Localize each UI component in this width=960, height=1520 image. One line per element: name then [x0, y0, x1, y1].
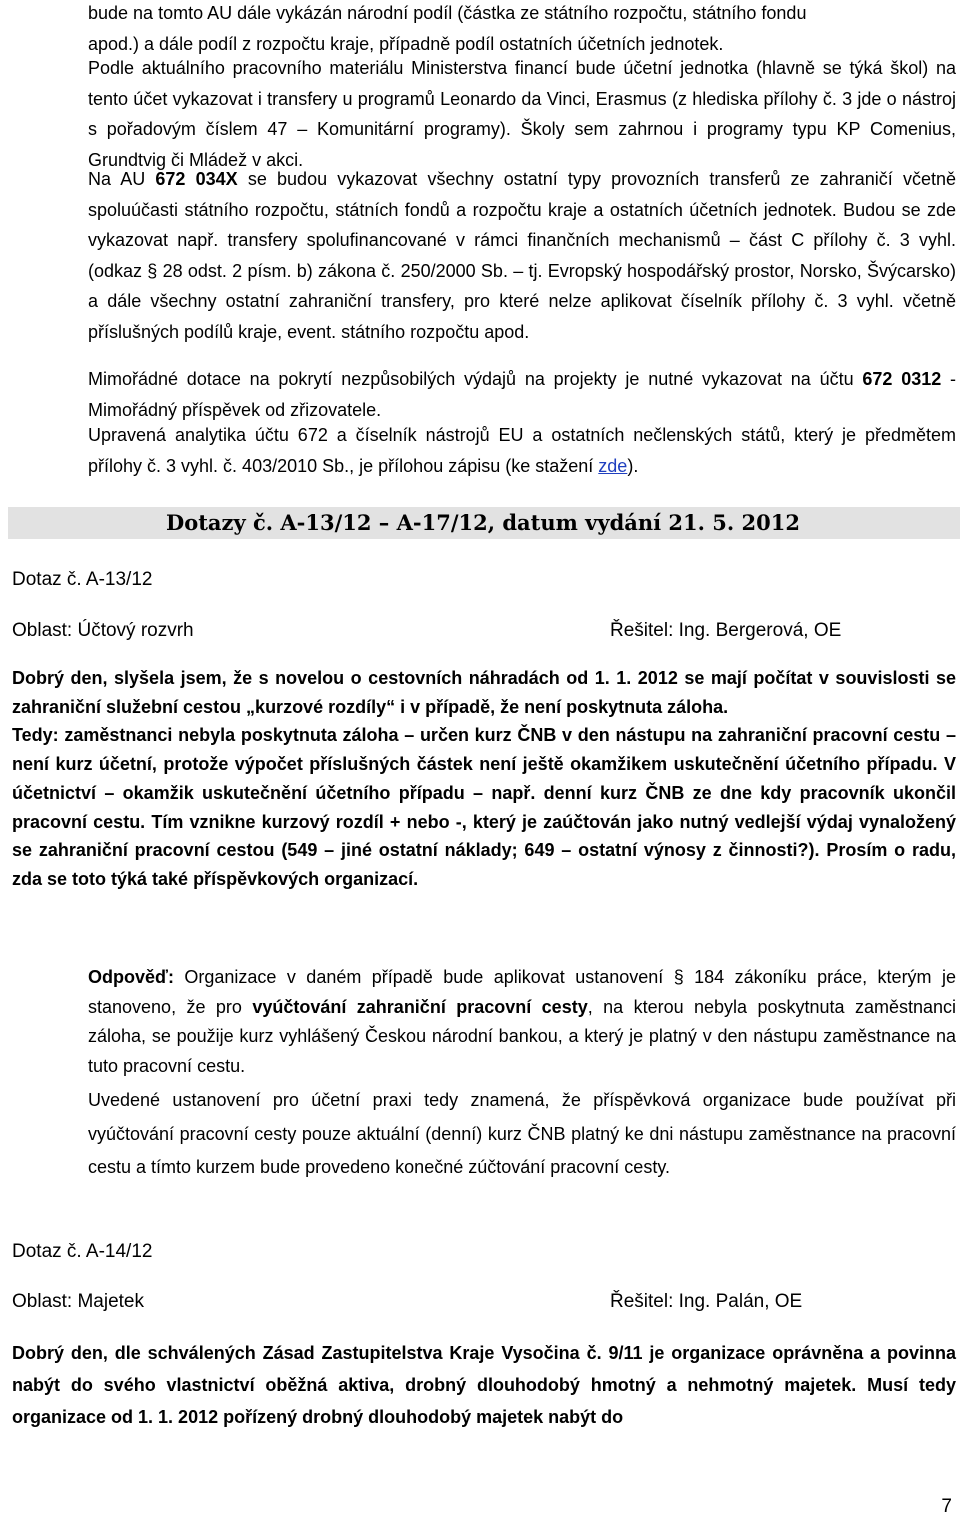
answer-a13-paragraph-2 [88, 1084, 956, 1185]
question-a13-part1: Dobrý den, slyšela jsem, že s novelou o cestovních náhradách od 1. 1. 2012 se mají počítat v souvislosti se zahraniční služební cestou „kurzové rozdíly“ i v případě, že není poskytnuta záloha. [12, 668, 956, 717]
answer-a13-paragraph-1 [88, 963, 956, 1081]
intro-p1-line1: bude na tomto AU dále vykázán národní podíl (částka ze státního rozpočtu, státního fondu [88, 3, 807, 23]
intro-p4-pre: Mimořádné dotace na pokrytí nezpůsobilých výdajů na projekty je nutné vykazovat na účtu [88, 369, 863, 389]
answer-a13-bold: vyúčtování zahraniční pracovní cesty [252, 996, 588, 1017]
intro-paragraph-4 [88, 364, 956, 425]
intro-paragraph-5 [88, 420, 956, 481]
intro-paragraph-1 [88, 0, 956, 59]
answer-a13-text-2: Uvedené ustanovení pro účetní praxi tedy znamená, že příspěvková organizace bude používat při vyúčtování pracovní cesty pouze aktuální (denní) kurz ČNB platný ke dni nástupu zaměstnance na pracovní cestu a tímto kurzem bude provedeno konečné zúčtování pracovní cesty. [88, 1090, 956, 1177]
solver-label-a14: Řešitel: Ing. Palán, OE [610, 1291, 803, 1312]
question-label-a14: Dotaz č. A-14/12 [12, 1241, 153, 1262]
intro-p5-pre: Upravená analytika účtu 672 a číselník nástrojů EU a ostatních nečlenských států, který je předmětem přílohy č. 3 vyhl. č. 403/2010 Sb., je přílohou zápisu (ke stažení [88, 425, 956, 476]
area-label-a14: Oblast: Majetek [12, 1291, 144, 1312]
intro-paragraph-2 [88, 53, 956, 175]
question-a14-text: Dobrý den, dle schválených Zásad Zastupitelstva Kraje Vysočina č. 9/11 je organizace oprávněna a povinna nabýt do svého vlastnictví oběžná aktiva, drobný dlouhodobý hmotný a nehmotný majetek. Musí tedy organizace od 1. 1. 2012 pořízený drobný dlouhodobý majetek nabýt do [12, 1343, 956, 1427]
download-link[interactable]: zde [598, 455, 628, 476]
intro-p4-post: - Mimořádný příspěvek od zřizovatele. [88, 369, 956, 420]
answer-a13-text-a: Organizace v daném případě bude aplikovat ustanovení § 184 zákoníku práce, kterým je stanoveno, že pro [88, 967, 956, 1017]
intro-p2-text: Podle aktuálního pracovního materiálu Ministerstva financí bude účetní jednotka (hlavně se týká škol) na tento účet vykazovat i transfery u programů Leonardo da Vinci, Erasmus (z hlediska přílohy č. 3 jde o nástroj s pořadovým číslem 47 – Komunitární programy). Školy sem zahrnou i programy typu KP Comenius, Grundtvig či Mládež v akci. [88, 58, 956, 170]
answer-label-a13: Odpověď: [88, 967, 174, 987]
intro-p5-post: ). [627, 455, 639, 476]
intro-p3-post: se budou vykazovat všechny ostatní typy provozních transferů ze zahraničí včetně spoluúčasti státního rozpočtu, státních fondů a rozpočtu kraje a ostatních účetních jednotek. Budou se zde vykazovat např. transfery spolufinancované v rámci finančních mechanismů – část C přílohy č. 3 vyhl. (odkaz § 28 odst. 2 písm. b) zákona č. 250/2000 Sb. – tj. Evropský hospodářský prostor, Norsko, Švýcarsko) a dále všechny ostatní zahraniční transfery, pro které nelze aplikovat číselník přílohy č. 3 vyhl. včetně příslušných podílů kraje, event. státního rozpočtu apod. [88, 169, 956, 342]
intro-p1-line2: apod.) a dále podíl z rozpočtu kraje, případně podíl ostatních účetních jednotek. [88, 33, 724, 54]
account-number-6720312: 672 0312 [862, 369, 942, 389]
account-number-672034x: 672 034X [155, 169, 238, 189]
intro-p3-pre: Na AU [88, 169, 156, 189]
question-a13-part2: Tedy: zaměstnanci nebyla poskytnuta záloha – určen kurz ČNB v den nástupu na zahraniční pracovní cestu – není kurz účetní, protože výpočet příslušných částek není ještě okamžikem uskutečnění účetního případu. V účetnictví – okamžik uskutečnění účetního případu – např. denní kurz ČNB ze dne kdy pracovník ukončil pracovní cestu. Tím vznikne kurzový rozdíl + nebo -, který je zaúčtován jako nutný vedlejší výdaj vynaložený se zahraniční pracovní cestou (549 – jiné ostatní náklady; 649 – ostatní výnosy z činnosti?). Prosím o radu, zda se toto týká také příspěvkových organizací. [12, 725, 956, 889]
page-number: 7 [941, 1496, 952, 1517]
question-label-a13: Dotaz č. A-13/12 [12, 569, 153, 590]
intro-paragraph-3 [88, 164, 956, 347]
question-text-a13 [12, 664, 956, 894]
area-label-a13: Oblast: Účtový rozvrh [12, 620, 194, 641]
solver-label-a13: Řešitel: Ing. Bergerová, OE [610, 620, 842, 641]
answer-a13-text-b: , na kterou nebyla poskytnuta zaměstnanci záloha, se použije kurz vyhlášený Českou národní bankou, a který je platný v den nástupu zaměstnance na tuto pracovní cestu. [88, 996, 956, 1076]
section-title: Dotazy č. A-13/12 – A-17/12, datum vydání 21. 5. 2012 [166, 510, 800, 535]
question-text-a14 [12, 1337, 956, 1433]
